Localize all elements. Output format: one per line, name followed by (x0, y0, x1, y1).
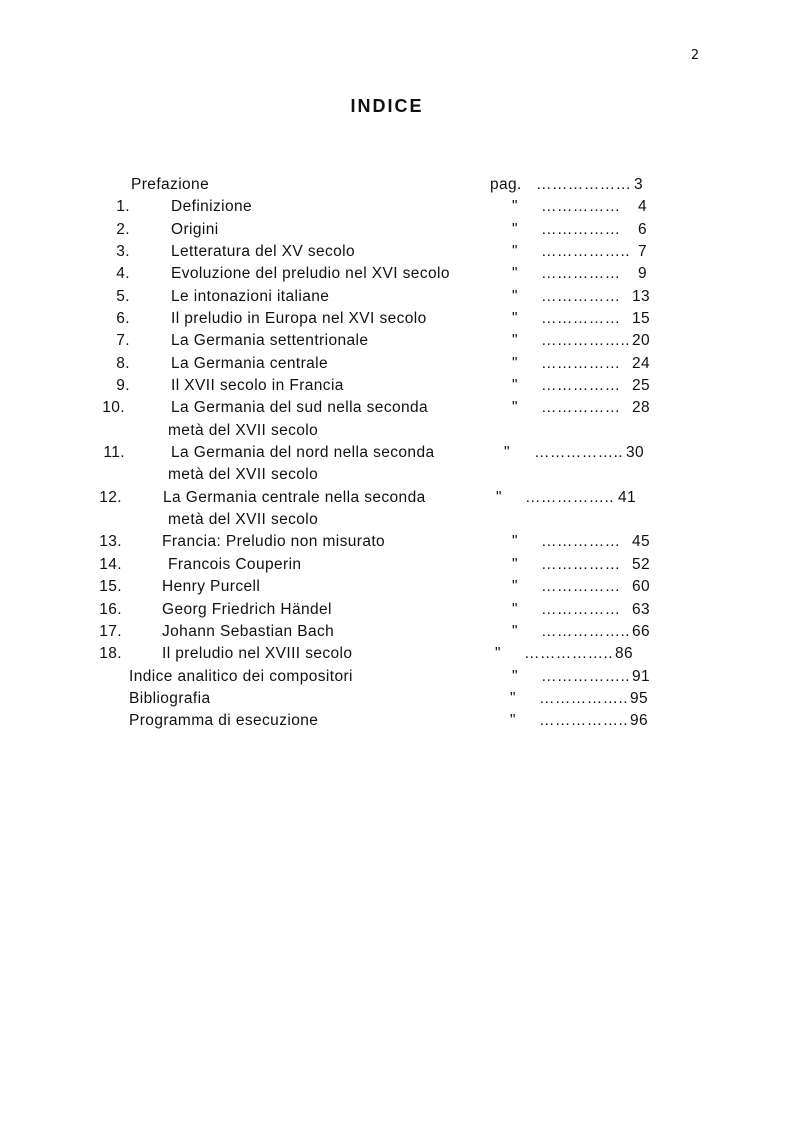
toc-entry-page: 24 (632, 355, 651, 372)
toc-entry-page-prefix: pag. (490, 176, 522, 193)
toc-entry-number: 17. (99, 623, 122, 640)
toc-entry-page: 13 (632, 288, 651, 305)
page-title: INDICE (350, 96, 424, 116)
toc-entry-number: 4. (116, 265, 130, 282)
toc-entry-ditto: " (512, 668, 518, 685)
toc-entry-number: 5. (116, 288, 130, 305)
toc-entry-title: Programma di esecuzione (129, 712, 319, 729)
toc-entry-number: 2. (116, 221, 130, 238)
toc-entry-number: 1. (116, 198, 130, 215)
toc-entry-title: Georg Friedrich Händel (162, 601, 332, 618)
toc-entry-leader: …………… (541, 533, 621, 550)
toc-entry-title: Johann Sebastian Bach (162, 623, 335, 640)
toc-entry-leader: …………….. (541, 332, 630, 349)
toc-entry-page: 66 (632, 623, 651, 640)
toc-entry-page: 20 (632, 332, 651, 349)
toc-entry-leader: …………… (541, 265, 621, 282)
toc-entry-title: Francois Couperin (168, 556, 302, 573)
toc-entry-ditto: " (512, 310, 518, 327)
toc-entry-page: 25 (632, 377, 651, 394)
toc-entry-ditto: " (512, 288, 518, 305)
toc-entry-title: Indice analitico dei compositori (129, 668, 353, 685)
toc-entry-leader: …………….. (539, 690, 628, 707)
toc-entry-title: Bibliografia (129, 690, 211, 707)
toc-entry-title: Le intonazioni italiane (171, 288, 330, 305)
toc-entry-ditto: " (512, 377, 518, 394)
toc-entry-ditto: " (512, 578, 518, 595)
toc-entry-title: Il XVII secolo in Francia (171, 377, 344, 394)
toc-entry-leader: …………… (541, 377, 621, 394)
toc-entry-title: La Germania centrale (171, 355, 329, 372)
toc-entry-ditto: " (512, 556, 518, 573)
toc-entry-number: 16. (99, 601, 122, 618)
toc-entry-number: 8. (116, 355, 130, 372)
toc-entry-title: La Germania settentrionale (171, 332, 369, 349)
toc-entry-number: 6. (116, 310, 130, 327)
toc-entry-page: 95 (630, 690, 649, 707)
toc-entry-ditto: " (512, 623, 518, 640)
toc-entry-leader: ……………… (536, 176, 632, 193)
toc-entry-leader: …………….. (541, 243, 630, 260)
toc-entry-ditto: " (512, 221, 518, 238)
toc-entry-ditto: " (510, 690, 516, 707)
toc-entry-page: 30 (626, 444, 645, 461)
toc-entry-leader: …………….. (539, 712, 628, 729)
toc-entry-title: Prefazione (131, 176, 210, 193)
toc-entry-ditto: " (512, 601, 518, 618)
toc-entry-number: 14. (99, 556, 122, 573)
toc-entry-title-cont: metà del XVII secolo (168, 422, 319, 439)
toc-entry-page: 15 (632, 310, 651, 327)
toc-entry-ditto: " (512, 355, 518, 372)
toc-entry-number: 13. (99, 533, 122, 550)
toc-entry-title: Definizione (171, 198, 253, 215)
toc-entry-page: 60 (632, 578, 651, 595)
toc-entry-ditto: " (512, 533, 518, 550)
toc-entry-title: Origini (171, 221, 219, 238)
toc-entry-page: 45 (632, 533, 651, 550)
toc-entry-leader: …………… (541, 355, 621, 372)
toc-entry-leader: …………….. (541, 668, 630, 685)
toc-entry-leader: …………….. (524, 645, 613, 662)
toc-entry-page: 86 (615, 645, 634, 662)
toc-entry-number: 11. (103, 444, 125, 461)
toc-entry-number: 7. (116, 332, 130, 349)
toc-entry-ditto: " (512, 332, 518, 349)
toc-entry-number: 3. (116, 243, 130, 260)
toc-entry-title: Francia: Preludio non misurato (162, 533, 386, 550)
toc-entry-page: 9 (638, 265, 648, 282)
toc-entry-ditto: " (495, 645, 501, 662)
toc-entry-title: Letteratura del XV secolo (171, 243, 356, 260)
toc-entry-page: 4 (638, 198, 648, 215)
toc-entry-title: La Germania del sud nella seconda (171, 399, 429, 416)
toc-entry-page: 96 (630, 712, 649, 729)
toc-entry-leader: …………… (541, 578, 621, 595)
toc-entry-title: La Germania centrale nella seconda (163, 489, 426, 506)
page-number: 2 (690, 48, 700, 63)
toc-entry-page: 41 (618, 489, 637, 506)
toc-entry-title: Evoluzione del preludio nel XVI secolo (171, 265, 450, 282)
toc-entry-title-cont: metà del XVII secolo (168, 466, 319, 483)
toc-entry-leader: …………….. (541, 623, 630, 640)
toc-entry-number: 15. (99, 578, 122, 595)
toc-entry-ditto: " (510, 712, 516, 729)
toc-entry-number: 9. (116, 377, 130, 394)
toc-entry-leader: …………… (541, 221, 621, 238)
toc-entry-page: 28 (632, 399, 651, 416)
toc-entry-page: 3 (634, 176, 644, 193)
toc-entry-leader: …………….. (534, 444, 623, 461)
toc-entry-leader: …………… (541, 556, 621, 573)
toc-entry-leader: …………….. (525, 489, 614, 506)
toc-entry-leader: …………… (541, 198, 621, 215)
toc-entry-page: 91 (632, 668, 651, 685)
toc-entry-title: Henry Purcell (162, 578, 261, 595)
toc-entry-page: 7 (638, 243, 648, 260)
toc-entry-title: Il preludio in Europa nel XVI secolo (171, 310, 427, 327)
toc-entry-page: 6 (638, 221, 648, 238)
toc-entry-title: Il preludio nel XVIII secolo (162, 645, 353, 662)
toc-entry-leader: …………… (541, 601, 621, 618)
toc-entry-number: 18. (99, 645, 122, 662)
toc-entry-ditto: " (504, 444, 510, 461)
toc-entry-title: La Germania del nord nella seconda (171, 444, 435, 461)
toc-entry-ditto: " (512, 198, 518, 215)
toc-entry-page: 52 (632, 556, 651, 573)
toc-entry-title-cont: metà del XVII secolo (168, 511, 319, 528)
toc-entry-ditto: " (512, 243, 518, 260)
toc-entry-number: 12. (99, 489, 122, 506)
toc-entry-leader: …………… (541, 399, 621, 416)
toc-entry-leader: …………… (541, 288, 621, 305)
toc-entry-ditto: " (512, 399, 518, 416)
toc-entry-number: 10. (102, 399, 125, 416)
toc-entry-ditto: " (512, 265, 518, 282)
toc-entry-leader: …………… (541, 310, 621, 327)
toc-entry-ditto: " (496, 489, 502, 506)
toc-entry-page: 63 (632, 601, 651, 618)
